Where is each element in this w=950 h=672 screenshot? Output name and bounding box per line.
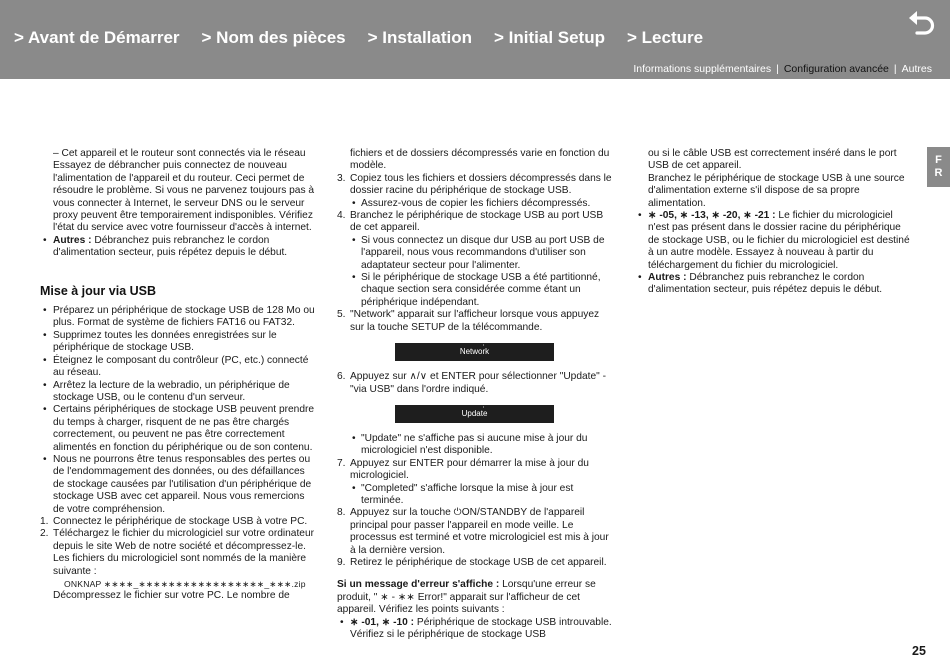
paragraph: fichiers et de dossiers décompressés varie en fonction du modèle. <box>350 148 610 172</box>
paragraph: Essayez de débrancher puis connectez de nouveau l'alimentation de l'appareil et du routeur. Ceci permet de résoudre le problème. Si vous ne parvenez toujours pas à vous connecter à Internet, le serveur DNS ou le serveur proxy peuvent être temporairement indisponibles. Vérifiez l'état du service avec votre fournisseur d'accès à internet. <box>53 160 315 234</box>
language-letter: F <box>935 154 942 166</box>
list-item <box>337 617 613 642</box>
error-heading: Si un message d'erreur s'affiche : <box>337 579 500 591</box>
step-text: Retirez le périphérique de stockage USB de cet appareil. <box>350 556 607 568</box>
step-number: 6. <box>337 371 346 383</box>
list-item: • Éteignez le composant du contrôleur (PC, etc.) connecté au réseau. <box>40 355 316 380</box>
step <box>337 210 613 235</box>
subnav-configuration-avancee[interactable]: Configuration avancée <box>783 63 889 75</box>
nav-nom-des-pieces[interactable]: > Nom des pièces <box>201 28 346 47</box>
list-item <box>635 272 911 297</box>
return-arrow-icon[interactable] <box>906 9 936 37</box>
paragraph: – Cet appareil et le routeur sont connectés via le réseau <box>53 148 306 159</box>
step-text: Connectez le périphérique de stockage USB à votre PC. <box>53 515 308 527</box>
step <box>337 458 613 483</box>
error-code: ∗ -05, ∗ -13, ∗ -20, ∗ -21 : <box>648 210 776 222</box>
display-screen-network <box>395 340 554 361</box>
paragraph: ou si le câble USB est correctement inséré dans le port USB de cet appareil. <box>648 148 897 172</box>
subnav-separator: | <box>893 63 897 75</box>
list-item: • Supprimez toutes les données enregistrées sur le périphérique de stockage USB. <box>40 330 316 355</box>
list-item: • Si vous connectez un disque dur USB au port USB de l'appareil, nous vous recommandons d'utiliser son adaptateur secteur pour l'alimenter. <box>337 235 613 272</box>
step-number: 3. <box>337 172 346 184</box>
step <box>337 557 613 569</box>
step-text: Appuyez sur ENTER pour démarrer la mise à jour du micrologiciel. <box>350 457 589 482</box>
error-description: Périphérique de stockage USB introuvable. Vérifiez si le périphérique de stockage USB <box>350 616 612 640</box>
step-text: Appuyez sur ∧/∨ et ENTER pour sélectionner "Update" - "via USB" dans l'ordre indiqué. <box>350 371 607 395</box>
list-item: • Nous ne pourrons être tenus responsables des pertes ou de l'endommagement des données, ou des défaillances de stockage causées par l'utilisation d'un périphérique de stockage USB avec cet appareil. Nous vous remercions de votre compréhension. <box>40 454 316 516</box>
display-text: Update <box>461 408 488 418</box>
list-item: • Arrêtez la lecture de la webradio, un périphérique de stockage USB, ou le contenu d'un serveur. <box>40 380 316 405</box>
paragraph: Les fichiers du micrologiciel sont nommés de la manière suivante : <box>53 553 307 577</box>
language-tab <box>927 147 950 187</box>
step <box>40 528 316 553</box>
step-text: "Network" apparait sur l'afficheur lorsque vous appuyez sur la touche SETUP de la télécommande. <box>350 309 600 333</box>
step <box>337 309 613 334</box>
autres-text: Débranchez puis rebranchez le cordon d'alimentation secteur, puis répétez depuis le début. <box>648 272 883 296</box>
nav-installation[interactable]: > Installation <box>367 28 472 47</box>
firmware-filename: ONKNAP ∗∗∗∗_∗∗∗∗∗∗∗∗∗∗∗∗∗∗∗∗∗_∗∗∗.zip <box>64 579 306 589</box>
list-item: • Si le périphérique de stockage USB a été partitionné, chaque section sera considérée comme étant un périphérique indépendant. <box>337 272 613 309</box>
step-text: Branchez le périphérique de stockage USB au port USB de cet appareil. <box>350 210 604 234</box>
page-number: 25 <box>912 644 926 658</box>
column-2 <box>337 148 613 641</box>
error-text: Lorsqu'une erreur se produit, " ∗ - ∗∗ Error!" apparait sur l'afficheur de cet appareil. Vérifiez les points suivants : <box>337 579 596 616</box>
display-text: Network <box>459 347 490 357</box>
top-navigation-bar <box>0 0 950 79</box>
step-number: 7. <box>337 457 346 469</box>
subnav-autres[interactable]: Autres <box>901 63 932 75</box>
autres-text: Débranchez puis rebranchez le cordon d'alimentation secteur, puis répétez depuis le début. <box>53 234 288 259</box>
list-item <box>635 210 911 272</box>
step-number: 8. <box>337 507 346 519</box>
list-item: • "Completed" s'affiche lorsque la mise à jour est terminée. <box>337 483 613 508</box>
column-1 <box>40 148 316 603</box>
language-letter: R <box>934 167 943 179</box>
step <box>337 507 613 557</box>
nav-initial-setup[interactable]: > Initial Setup <box>494 28 605 47</box>
main-nav <box>14 28 725 48</box>
error-description: Le fichier du micrologiciel n'est pas présent dans le dossier racine du périphérique de stockage USB, ou le fichier du micrologiciel est destiné à un autre modèle. Essayez à nouveau à partir du téléchargement du fichier du micrologiciel. <box>648 210 910 271</box>
paragraph: Décompressez le fichier sur votre PC. Le nombre de <box>53 590 290 602</box>
paragraph <box>337 579 613 616</box>
step <box>337 173 613 198</box>
list-item: • Préparez un périphérique de stockage USB de 128 Mo ou plus. Format de système de fichiers FAT16 ou FAT32. <box>40 305 316 330</box>
list-item: • "Update" ne s'affiche pas si aucune mise à jour du micrologiciel n'est disponible. <box>337 433 613 458</box>
label-autres: Autres : <box>53 234 92 246</box>
column-3 <box>635 148 911 297</box>
label-autres: Autres : <box>648 272 687 284</box>
list-item: • Certains périphériques de stockage USB peuvent prendre du temps à charger, risquent de ne pas être chargés correctement, ou peuvent ne pas être correctement alimentés en fonction du périphérique ou de son contenu. <box>40 404 316 454</box>
nav-avant-de-demarrer[interactable]: > Avant de Démarrer <box>14 28 180 47</box>
sub-navigation <box>633 63 932 75</box>
display-dots-icon: ⋮ <box>480 401 487 409</box>
section-title: Mise à jour via USB <box>40 283 157 298</box>
display-dots-icon: ⋮ <box>480 340 487 348</box>
step-number: 1. <box>40 515 49 527</box>
subnav-separator: | <box>776 63 779 75</box>
step-number: 5. <box>337 309 346 321</box>
step <box>40 516 316 528</box>
step-number: 2. <box>40 528 49 540</box>
list-item <box>40 235 316 260</box>
step-text: Appuyez sur la touche ⏻ON/STANDBY de l'appareil principal pour passer l'appareil en mode veille. Le processus est terminé et votre micrologiciel est mis à jour à la dernière version. <box>350 507 609 556</box>
list-item: • Assurez-vous de copier les fichiers décompressés. <box>337 198 613 210</box>
step-text: Copiez tous les fichiers et dossiers décompressés dans le dossier racine du périphérique de stockage USB. <box>350 172 612 197</box>
step-text: Téléchargez le fichier du micrologiciel sur votre ordinateur depuis le site Web de notre société et décompressez-le. <box>53 528 315 552</box>
step-number: 9. <box>337 556 346 568</box>
step-number: 4. <box>337 210 346 222</box>
paragraph: Branchez le périphérique de stockage USB à une source d'alimentation externe s'il dispose de sa propre alimentation. <box>648 172 905 209</box>
step <box>337 371 613 396</box>
display-screen-update <box>395 401 554 423</box>
subnav-informations-supplementaires[interactable]: Informations supplémentaires <box>633 63 772 75</box>
error-code: ∗ -01, ∗ -10 : <box>350 616 415 628</box>
nav-lecture[interactable]: > Lecture <box>627 28 704 47</box>
